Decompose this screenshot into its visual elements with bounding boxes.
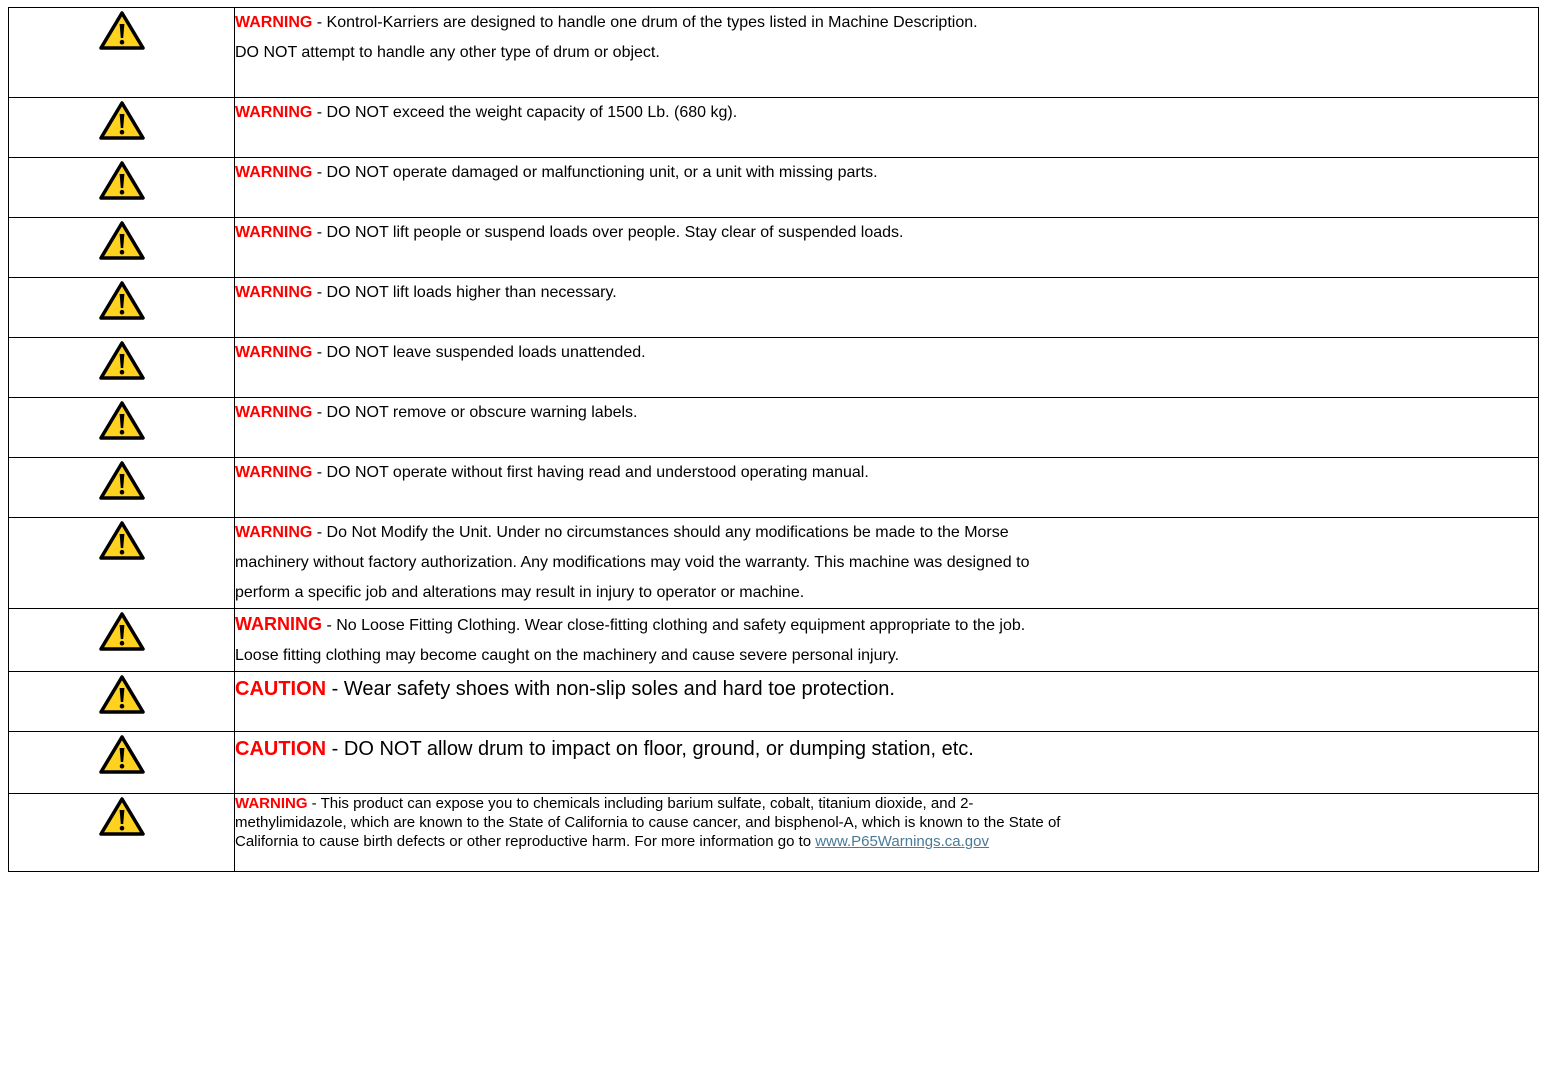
warning-text-cell <box>235 518 1539 609</box>
icon-cell <box>9 218 235 278</box>
warning-triangle-icon <box>98 340 146 382</box>
warning-text-cell <box>235 218 1539 278</box>
warning-text: No Loose Fitting Clothing. Wear close-fitting clothing and safety equipment appropriate to the job. <box>336 617 1026 634</box>
warning-text: machinery without factory authorization. Any modifications may void the warranty. This machine was designed to <box>235 554 1030 571</box>
icon-cell <box>9 98 235 158</box>
warning-text: Kontrol-Karriers are designed to handle one drum of the types listed in Machine Description. <box>326 14 978 31</box>
warnings-table <box>8 7 1539 872</box>
warning-row <box>9 732 1539 794</box>
warning-line: WARNING - No Loose Fitting Clothing. Wear close-fitting clothing and safety equipment appropriate to the job. <box>235 614 1026 634</box>
warning-row <box>9 158 1539 218</box>
warning-row <box>9 338 1539 398</box>
warning-row <box>9 609 1539 672</box>
warning-line: WARNING - DO NOT operate damaged or malfunctioning unit, or a unit with missing parts. <box>235 164 878 181</box>
warning-text: Loose fitting clothing may become caught on the machinery and cause severe personal injury. <box>235 647 900 664</box>
warning-row <box>9 794 1539 872</box>
icon-cell <box>9 672 235 732</box>
warning-text: DO NOT operate damaged or malfunctioning unit, or a unit with missing parts. <box>326 164 878 181</box>
warning-text: DO NOT lift people or suspend loads over people. Stay clear of suspended loads. <box>326 224 904 241</box>
warning-line <box>235 641 1538 671</box>
warning-triangle-icon <box>98 220 146 262</box>
warning-line: WARNING - Kontrol-Karriers are designed to handle one drum of the types listed in Machine Description. <box>235 14 978 31</box>
icon-cell <box>9 8 235 98</box>
warning-text: Wear safety shoes with non-slip soles and hard toe protection. <box>343 678 895 700</box>
signal-word: WARNING <box>235 795 308 812</box>
warning-text-cell <box>235 338 1539 398</box>
warning-text-cell <box>235 398 1539 458</box>
signal-word: WARNING <box>235 224 313 241</box>
warning-triangle-icon <box>98 160 146 202</box>
warning-line <box>235 548 1538 578</box>
warning-triangle-icon <box>98 400 146 442</box>
warning-line: WARNING - This product can expose you to chemicals including barium sulfate, cobalt, titanium dioxide, and 2- <box>235 795 974 812</box>
warning-triangle-icon <box>98 734 146 776</box>
warning-triangle-icon <box>98 280 146 322</box>
icon-cell <box>9 278 235 338</box>
warning-row <box>9 8 1539 98</box>
warning-row <box>9 518 1539 609</box>
warning-line <box>235 813 1538 832</box>
warning-triangle-icon <box>98 674 146 716</box>
warning-text-cell <box>235 458 1539 518</box>
icon-cell <box>9 158 235 218</box>
warning-line: WARNING - DO NOT lift people or suspend loads over people. Stay clear of suspended loads. <box>235 224 904 241</box>
warning-text-cell <box>235 672 1539 732</box>
warning-text: DO NOT lift loads higher than necessary. <box>326 284 617 301</box>
signal-word: WARNING <box>235 164 313 181</box>
warning-text: DO NOT allow drum to impact on floor, ground, or dumping station, etc. <box>343 738 974 760</box>
icon-cell <box>9 732 235 794</box>
warning-row <box>9 672 1539 732</box>
warning-text: methylimidazole, which are known to the State of California to cause cancer, and bisphenol-A, which is known to the State of <box>235 814 1061 831</box>
warning-text-cell <box>235 98 1539 158</box>
warning-triangle-icon <box>98 460 146 502</box>
icon-cell <box>9 458 235 518</box>
warning-row <box>9 398 1539 458</box>
warning-text-cell <box>235 278 1539 338</box>
warning-triangle-icon <box>98 10 146 52</box>
warning-triangle-icon <box>98 100 146 142</box>
signal-word: WARNING <box>235 404 313 421</box>
warning-text-cell <box>235 158 1539 218</box>
warning-line: WARNING - Do Not Modify the Unit. Under no circumstances should any modifications be made to the Morse <box>235 524 1009 541</box>
warning-line: WARNING - DO NOT exceed the weight capacity of 1500 Lb. (680 kg). <box>235 104 738 121</box>
warning-text-cell <box>235 8 1539 98</box>
warning-text: This product can expose you to chemicals including barium sulfate, cobalt, titanium dioxide, and 2- <box>320 795 974 812</box>
warning-text: DO NOT remove or obscure warning labels. <box>326 404 638 421</box>
signal-word: WARNING <box>235 614 322 634</box>
signal-word: WARNING <box>235 14 313 31</box>
warning-text: California to cause birth defects or other reproductive harm. For more information go to <box>235 833 816 850</box>
warning-text-cell <box>235 732 1539 794</box>
warning-text: Do Not Modify the Unit. Under no circumstances should any modifications be made to the Morse <box>326 524 1009 541</box>
icon-cell <box>9 338 235 398</box>
warning-line: WARNING - DO NOT lift loads higher than necessary. <box>235 284 617 301</box>
signal-word: WARNING <box>235 464 313 481</box>
warning-line: CAUTION - Wear safety shoes with non-slip soles and hard toe protection. <box>235 678 895 700</box>
icon-cell <box>9 518 235 609</box>
warning-line: WARNING - DO NOT leave suspended loads unattended. <box>235 344 646 361</box>
warning-text: DO NOT operate without first having read and understood operating manual. <box>326 464 869 481</box>
signal-word: WARNING <box>235 284 313 301</box>
signal-word: WARNING <box>235 344 313 361</box>
warning-triangle-icon <box>98 611 146 653</box>
warning-triangle-icon <box>98 796 146 838</box>
signal-word: CAUTION <box>235 738 327 760</box>
warning-text: DO NOT leave suspended loads unattended. <box>326 344 646 361</box>
warning-text-cell <box>235 794 1539 872</box>
warning-line: CAUTION - DO NOT allow drum to impact on floor, ground, or dumping station, etc. <box>235 738 974 760</box>
warning-text: DO NOT exceed the weight capacity of 1500 Lb. (680 kg). <box>326 104 738 121</box>
warning-line: WARNING - DO NOT remove or obscure warning labels. <box>235 404 638 421</box>
p65-link[interactable]: www.P65Warnings.ca.gov <box>815 833 989 850</box>
icon-cell <box>9 609 235 672</box>
warning-row <box>9 98 1539 158</box>
warning-line: WARNING - DO NOT operate without first having read and understood operating manual. <box>235 464 869 481</box>
warning-line <box>235 832 1538 851</box>
warning-text: perform a specific job and alterations may result in injury to operator or machine. <box>235 584 805 601</box>
warning-line <box>235 38 1538 68</box>
warning-row <box>9 218 1539 278</box>
warning-row <box>9 278 1539 338</box>
signal-word: WARNING <box>235 104 313 121</box>
icon-cell <box>9 794 235 872</box>
warning-line <box>235 578 1538 608</box>
warning-text-cell <box>235 609 1539 672</box>
signal-word: CAUTION <box>235 678 327 700</box>
warning-text: DO NOT attempt to handle any other type of drum or object. <box>235 44 660 61</box>
icon-cell <box>9 398 235 458</box>
signal-word: WARNING <box>235 524 313 541</box>
warning-triangle-icon <box>98 520 146 562</box>
warning-row <box>9 458 1539 518</box>
